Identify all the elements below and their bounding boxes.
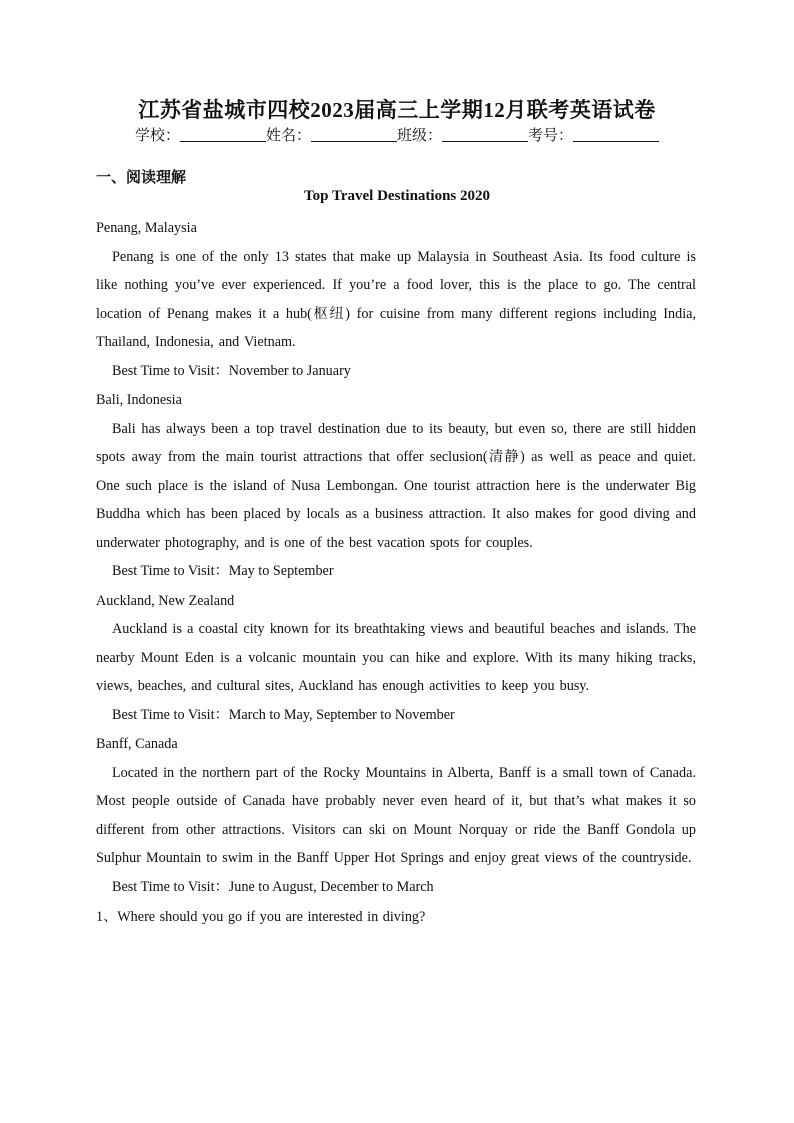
exam-number-field	[528, 124, 659, 145]
destination-description: Bali has always been a top travel destination due to its beauty, but even so, there are still hidden spots away from the main tourist attractions that offer seclusion(清静) as well as peace and quiet. One such place is the island of Nusa Lembongan. One tourist attraction here is the underwater Big Buddha which has been placed by locals as a business attraction. It also makes for good diving and underwater photography, and is one of the best vacation spots for couples.	[96, 420, 696, 551]
class-field	[397, 124, 528, 145]
section-heading: 一、阅读理解	[96, 168, 187, 186]
school-label: 学校：	[134, 126, 180, 144]
exam-title: 江苏省盐城市四校2023届高三上学期12月联考英语试卷	[138, 98, 656, 122]
destination-description: Located in the northern part of the Rocky Mountains in Alberta, Banff is a small town of Canada. Most people outside of Canada have probably never even heard of it, but that’s what makes it so different from other attractions. Visitors can ski on Mount Norquay or ride the Banff Gondola up Sulphur Mountain to swim in the Banff Upper Hot Springs and enjoy great views of the countryside.	[96, 764, 696, 866]
destination-description: Penang is one of the only 13 states that make up Malaysia in Southeast Asia. Its food culture is like nothing you’ve ever experienced. If you’re a food lover, this is the place to go. The central location of Penang makes it a hub(枢纽) for cuisine from many different regions including India, Thailand, Indonesia, and Vietnam.	[96, 248, 696, 350]
destination-name: Auckland, New Zealand	[96, 592, 235, 609]
destination-best-time: Best Time to Visit：March to May, September to November	[112, 706, 455, 723]
passage-content	[96, 214, 696, 932]
destination-description: Auckland is a coastal city known for its breathtaking views and beautiful beaches and islands. The nearby Mount Eden is a volcanic mountain you can hike and explore. With its many hiking tracks, views, beaches, and cultural sites, Auckland has enough activities to keep you busy.	[96, 621, 696, 694]
destination-best-time: Best Time to Visit：May to September	[112, 563, 334, 579]
destination-name: Bali, Indonesia	[96, 392, 182, 408]
exam-number-label: 考号：	[528, 126, 574, 144]
class-blank[interactable]	[442, 127, 528, 142]
passage-title: Top Travel Destinations 2020	[304, 188, 490, 204]
destination-best-time: Best Time to Visit：June to August, December to March	[112, 878, 434, 895]
class-label: 班级：	[397, 126, 443, 144]
name-label: 姓名：	[265, 126, 311, 144]
destination-best-time: Best Time to Visit：November to January	[112, 362, 351, 379]
name-blank[interactable]	[311, 127, 397, 142]
school-blank[interactable]	[180, 127, 266, 142]
destination-name: Banff, Canada	[96, 736, 178, 752]
exam-number-blank[interactable]	[573, 127, 659, 142]
school-field	[135, 124, 266, 145]
question-1: 1、Where should you go if you are interested in diving?	[96, 909, 426, 925]
student-info-line	[0, 124, 794, 145]
destination-name: Penang, Malaysia	[96, 220, 197, 236]
name-field	[266, 124, 397, 145]
